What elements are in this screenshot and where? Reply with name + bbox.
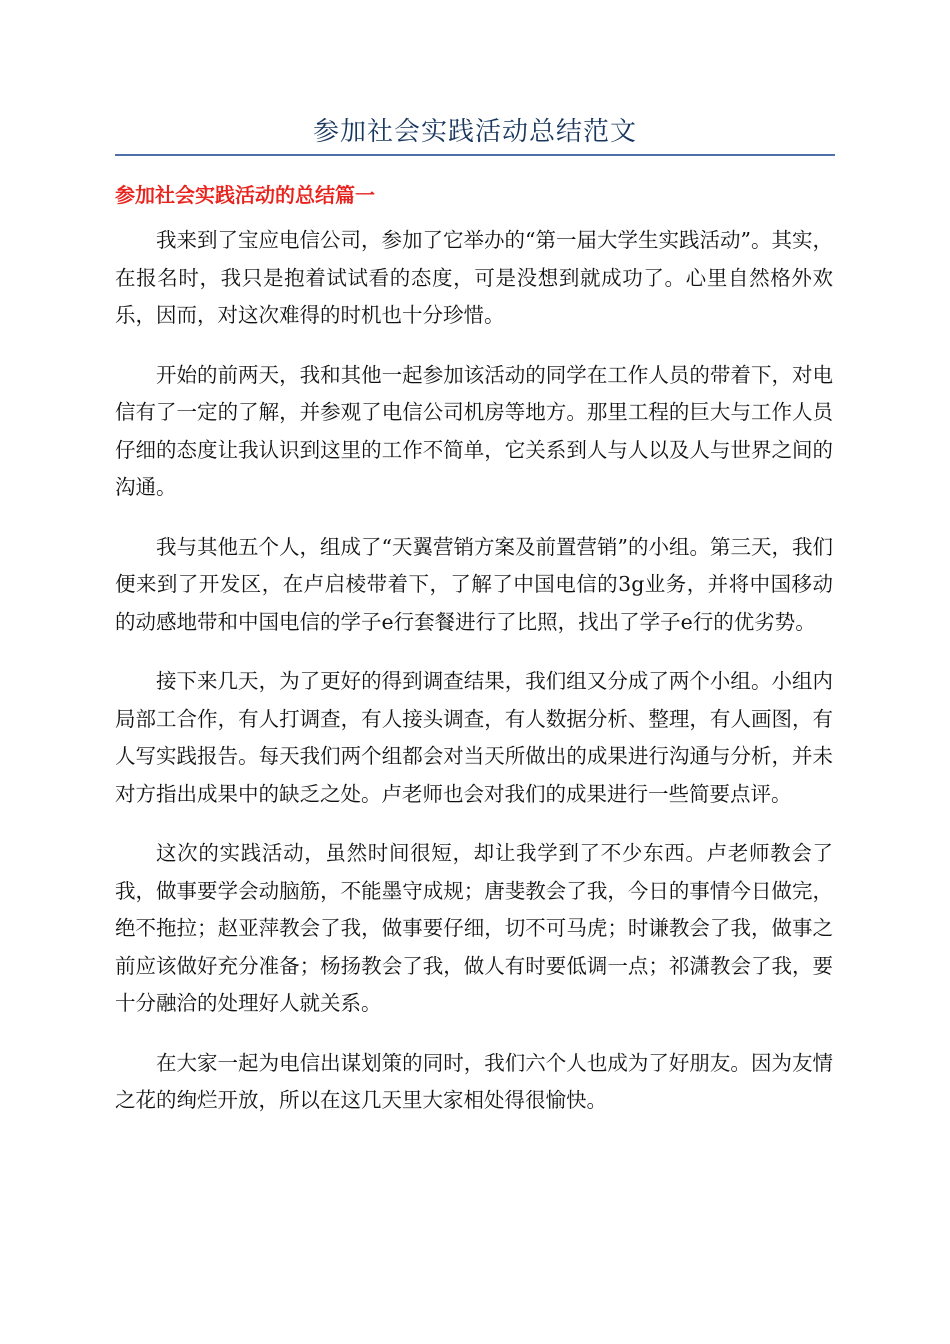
body-text [115,222,833,1142]
paragraph-4: 接下来几天，为了更好的得到调查结果，我们组又分成了两个小组。小组内局部工合作，有人打调查，有人接头调查，有人数据分析、整理，有人画图，有人写实践报告。每天我们两个组都会对当天所做出的成果进行沟通与分析，并未对方指出成果中的缺乏之处。卢老师也会对我们的成果进行一些简要点评。 [115,669,833,806]
paragraph-6: 在大家一起为电信出谋划策的同时，我们六个人也成为了好朋友。因为友情之花的绚烂开放，所以在这几天里大家相处得很愉快。 [115,1050,833,1112]
section-heading: 参加社会实践活动的总结篇一 [115,183,375,207]
paragraph-5: 这次的实践活动，虽然时间很短，却让我学到了不少东西。卢老师教会了我，做事要学会动脑筋，不能墨守成规；唐斐教会了我，今日的事情今日做完，绝不拖拉；赵亚萍教会了我，做事要仔细，切不可马虎；时谦教会了我，做事之前应该做好充分准备；杨扬教会了我，做人有时要低调一点；祁潇教会了我，要十分融洽的处理好人就关系。 [115,841,833,1015]
title-underline [115,154,835,156]
paragraph-3: 我与其他五个人，组成了“天翼营销方案及前置营销”的小组。第三天，我们便来到了开发区，在卢启棱带着下，了解了中国电信的3g业务，并将中国移动的动感地带和中国电信的学子e行套餐进行了比照，找出了学子e行的优劣势。 [115,534,833,634]
document-title: 参加社会实践活动总结范文 [312,117,637,147]
paragraph-2: 开始的前两天，我和其他一起参加该活动的同学在工作人员的带着下，对电信有了一定的了解，并参观了电信公司机房等地方。那里工程的巨大与工作人员仔细的态度让我认识到这里的工作不简单，它关系到人与人以及人与世界之间的沟通。 [115,362,833,499]
paragraph-1: 我来到了宝应电信公司，参加了它举办的“第一届大学生实践活动”。其实，在报名时，我只是抱着试试看的态度，可是没想到就成功了。心里自然格外欢乐，因而，对这次难得的时机也十分珍惜。 [115,228,833,327]
